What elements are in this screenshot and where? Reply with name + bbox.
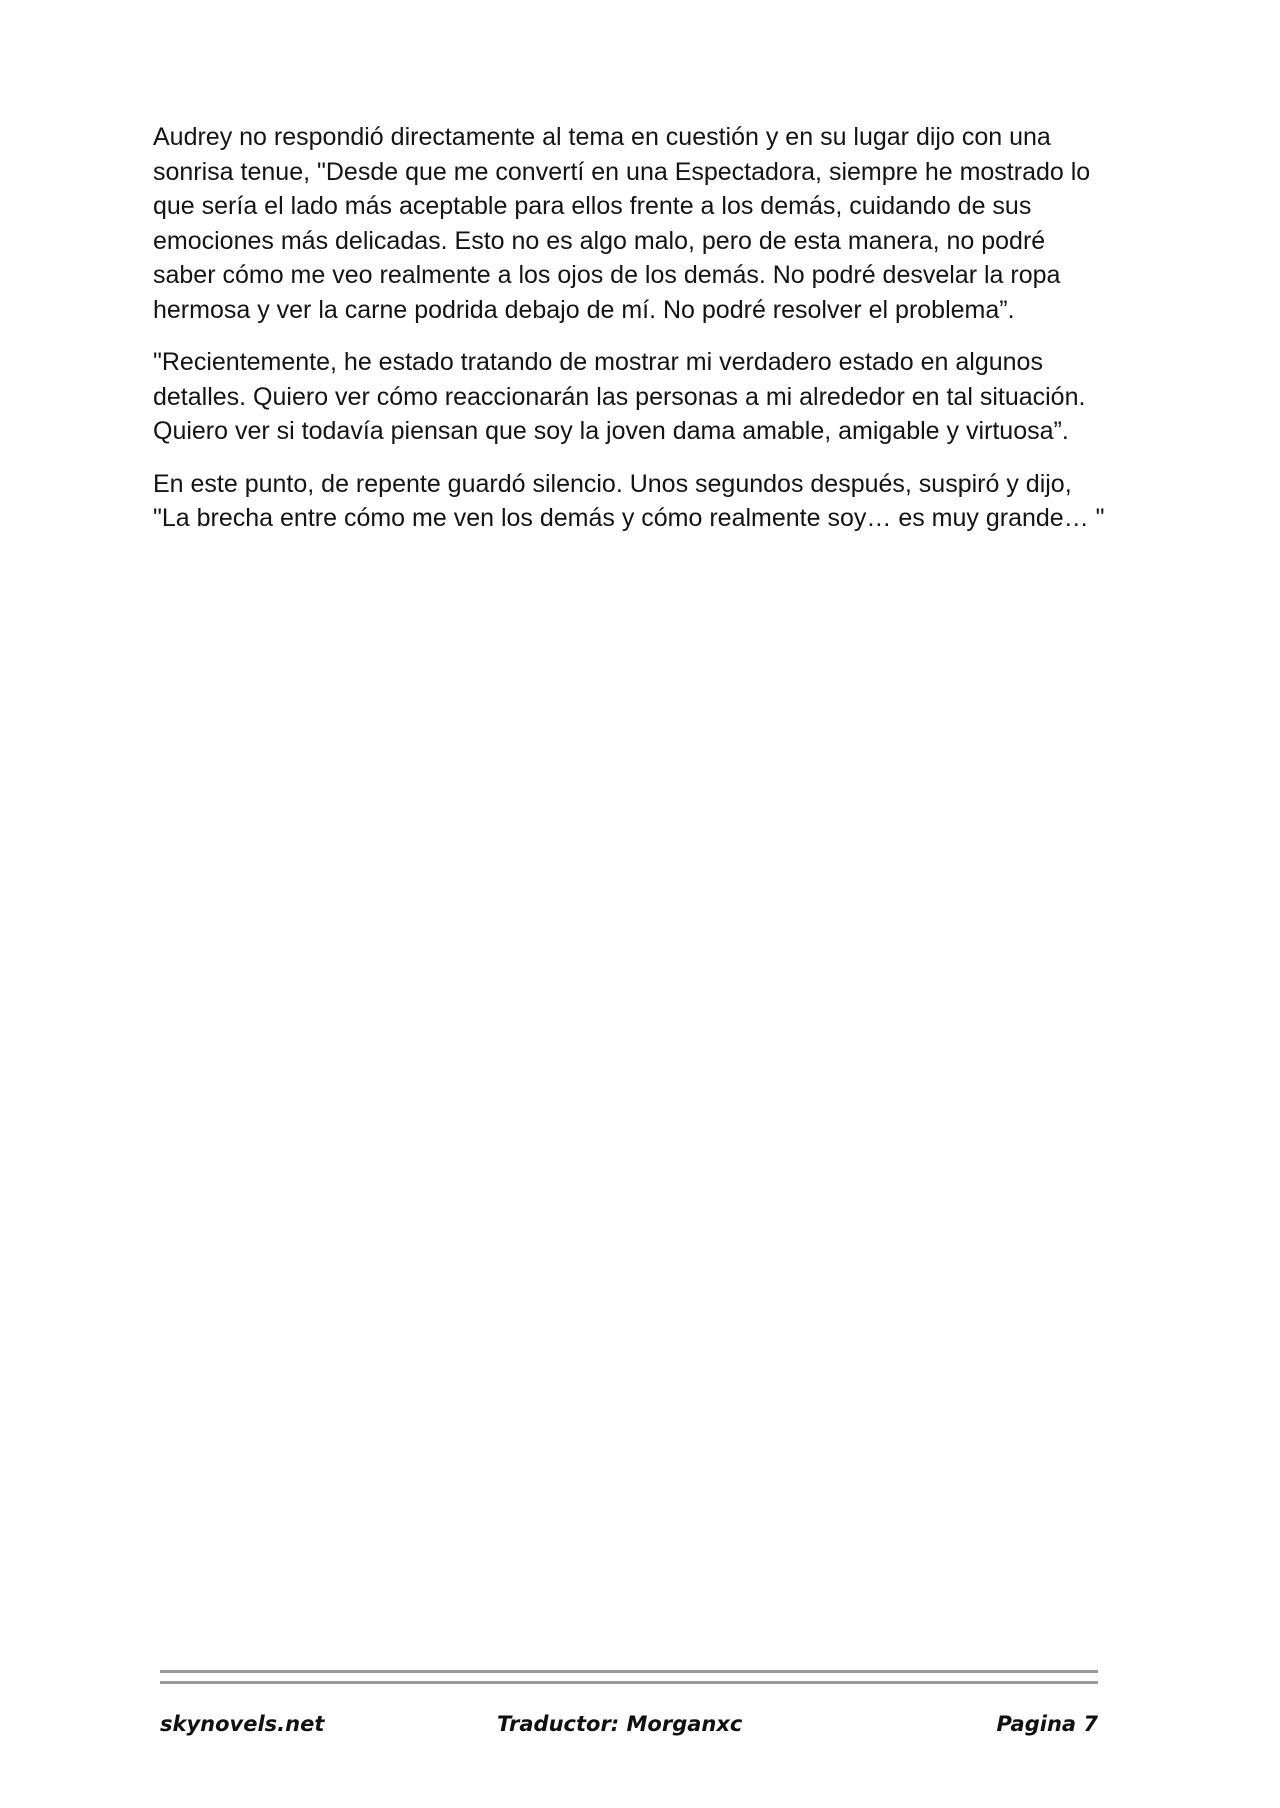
paragraph-3: En este punto, de repente guardó silencio. Unos segundos después, suspiró y dijo, "La brecha entre cómo me ven los demás y cómo realmente soy… es muy grande… "	[153, 469, 1105, 532]
body-text	[153, 120, 1113, 554]
footer-divider-top	[160, 1670, 1098, 1673]
page-footer	[160, 1712, 1098, 1744]
footer-divider-bottom	[160, 1681, 1098, 1684]
footer-page-number: Pagina 7	[996, 1712, 1098, 1736]
footer-site: skynovels.net	[160, 1712, 325, 1736]
paragraph-1: Audrey no respondió directamente al tema en cuestión y en su lugar dijo con una sonrisa tenue, "Desde que me convertí en una Espectadora, siempre he mostrado lo que sería el lado más aceptable para ellos frente a los demás, cuidando de sus emociones más delicadas. Esto no es algo malo, pero de esta manera, no podré saber cómo me veo realmente a los ojos de los demás. No podré desvelar la ropa hermosa y ver la carne podrida debajo de mí. No podré resolver el problema”.	[153, 123, 1091, 324]
footer-translator: Traductor: Morganxc	[497, 1712, 743, 1736]
paragraph-2: "Recientemente, he estado tratando de mostrar mi verdadero estado en algunos detalles. Quiero ver cómo reaccionarán las personas a mi alrededor en tal situación. Quiero ver si todavía piensan que soy la joven dama amable, amigable y virtuosa”.	[153, 348, 1086, 445]
